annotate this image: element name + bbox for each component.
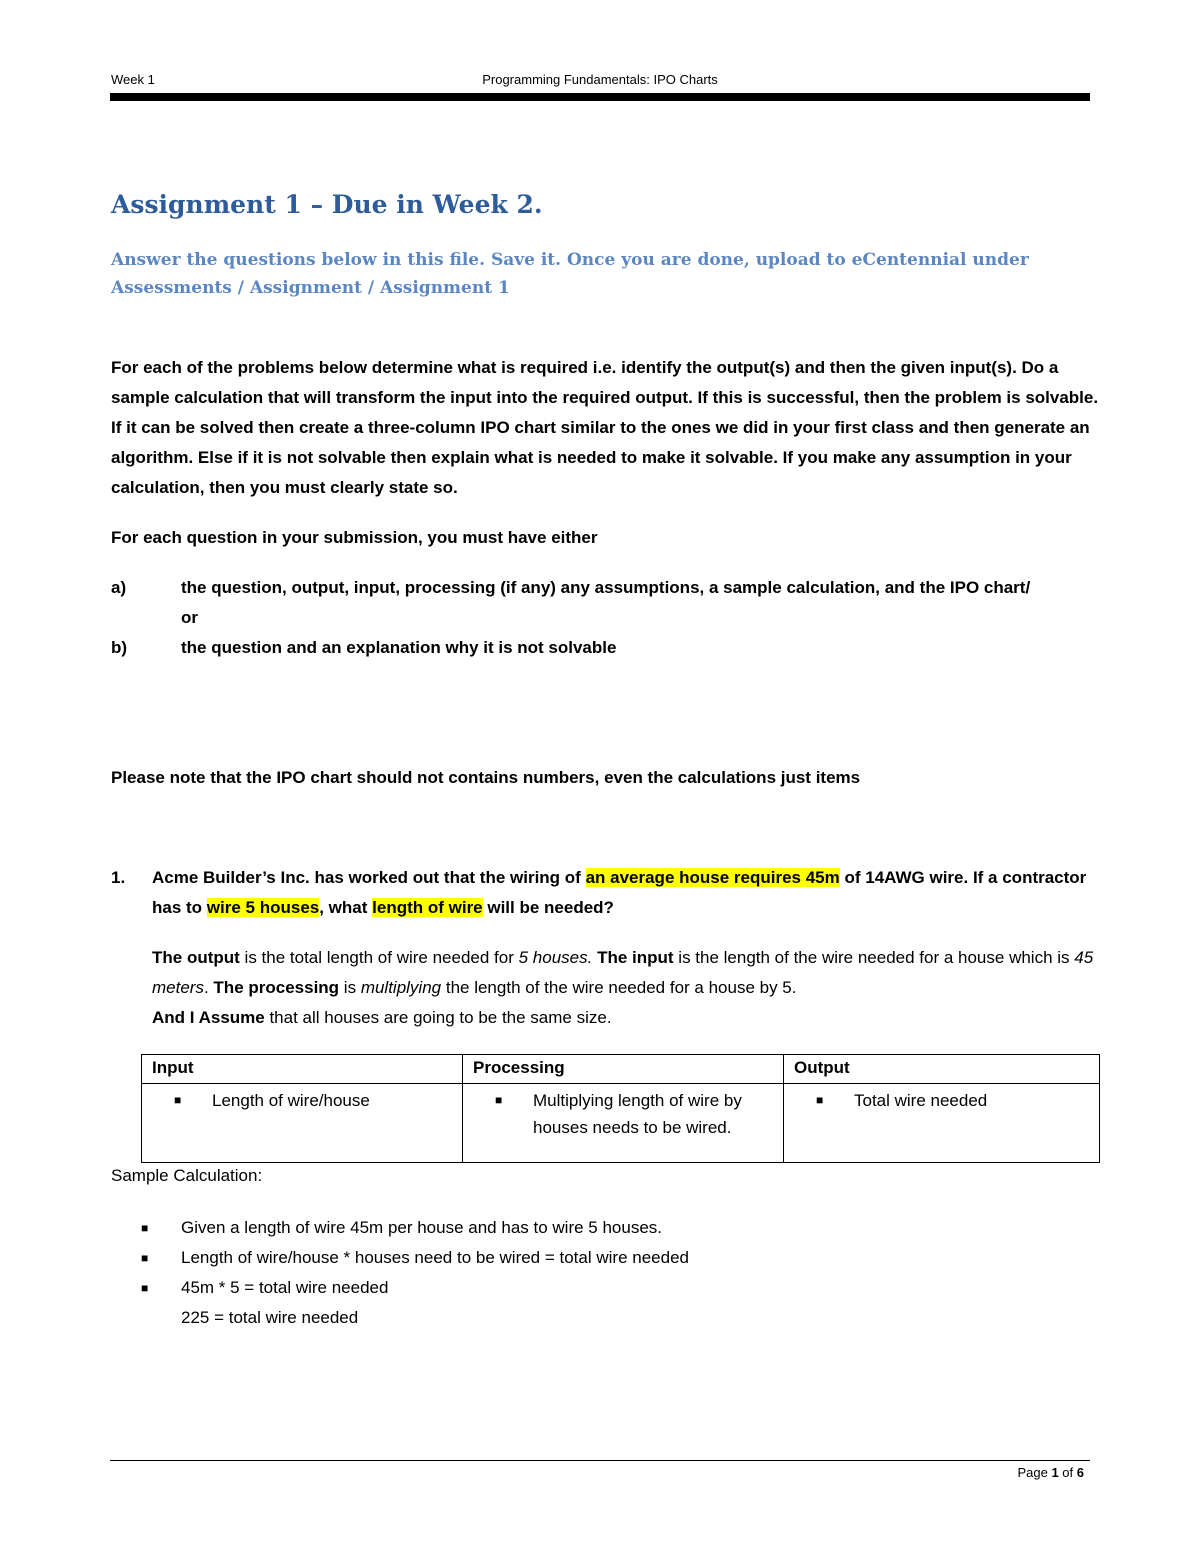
sample-calculation-label: Sample Calculation: [111, 1166, 263, 1185]
assignment-subtitle: Answer the questions below in this file. Save it. Once you are done, upload to eCentennial under Assessments / Assignment / Assignment 1 [111, 250, 1029, 298]
cell-processing: ■ Multiplying length of wire by houses needs to be wired. [463, 1084, 784, 1163]
ipo-note: Please note that the IPO chart should not contains numbers, even the calculations just items [111, 768, 861, 787]
bullet-icon: ■ [816, 1093, 824, 1107]
cell-output: ■ Total wire needed [784, 1084, 1100, 1163]
header-input: Input [142, 1055, 463, 1084]
header-week: Week 1 [111, 72, 155, 87]
option-marker: a) [111, 578, 127, 597]
option-or: or [181, 608, 198, 627]
header-title: Programming Fundamentals: IPO Charts [482, 72, 718, 87]
ipo-chart-table [141, 1054, 1100, 1163]
assignment-title: Assignment 1 – Due in Week 2. [111, 190, 543, 219]
options-list [111, 573, 1101, 663]
submission-intro: For each question in your submission, you must have either [111, 528, 598, 547]
footer-rule [110, 1460, 1090, 1461]
sample-calculation-list [141, 1213, 1091, 1333]
list-item-continuation: 225 = total wire needed [181, 1308, 359, 1327]
bullet-icon: ■ [141, 1221, 149, 1235]
list-item: ■ Length of wire/house * houses need to be wired = total wire needed [141, 1243, 1091, 1273]
option-text: the question and an explanation why it is not solvable [181, 638, 617, 657]
option-marker: b) [111, 638, 128, 657]
header-rule [110, 93, 1090, 101]
bullet-icon: ■ [495, 1093, 503, 1107]
option-text: the question, output, input, processing (if any) any assumptions, a sample calculation, and the IPO chart/ [181, 578, 1031, 597]
bullet-icon: ■ [141, 1281, 149, 1295]
highlight-average-house: an average house requires 45m [585, 868, 840, 887]
question-1 [111, 863, 1101, 923]
option-b [111, 633, 1101, 663]
option-a [111, 573, 1101, 633]
table-header-row [142, 1055, 1100, 1084]
highlight-length-of-wire: length of wire [372, 898, 483, 917]
page-number: Page 1 of 6 [1017, 1465, 1084, 1480]
table-row [142, 1084, 1100, 1163]
question-number: 1. [111, 868, 126, 887]
question-text: Acme Builder’s Inc. has worked out that the wiring of an average house requires 45m of 14AWG wire. If a contractor has to wire 5 houses, what length of wire will be needed? [152, 868, 1087, 917]
bullet-icon: ■ [174, 1093, 182, 1107]
header-processing: Processing [463, 1055, 784, 1084]
bullet-icon: ■ [141, 1251, 149, 1265]
cell-input: ■ Length of wire/house [142, 1084, 463, 1163]
highlight-wire-houses: wire 5 houses [206, 898, 320, 917]
list-item: ■ 45m * 5 = total wire needed [141, 1273, 1091, 1303]
list-item: ■ Given a length of wire 45m per house and has to wire 5 houses. [141, 1213, 1091, 1243]
header-output: Output [784, 1055, 1100, 1084]
instructions-paragraph: For each of the problems below determine what is required i.e. identify the output(s) and then the given input(s). Do a sample calculation that will transform the input into the required output. If this is successful, then the problem is solvable. If it can be solved then create a three-column IPO chart similar to the ones we did in your first class and then generate an algorithm. Else if it is not solvable then explain what is needed to make it solvable. If you make any assumption in your calculation, then you must clearly state so. [111, 358, 1099, 497]
answer-paragraph: The output is the total length of wire needed for 5 houses. The input is the length of the wire needed for a house which is 45 meters. The processing is multiplying the length of the wire needed for a house by 5. And I Assume that all houses are going to be the same size. [152, 948, 1094, 1027]
